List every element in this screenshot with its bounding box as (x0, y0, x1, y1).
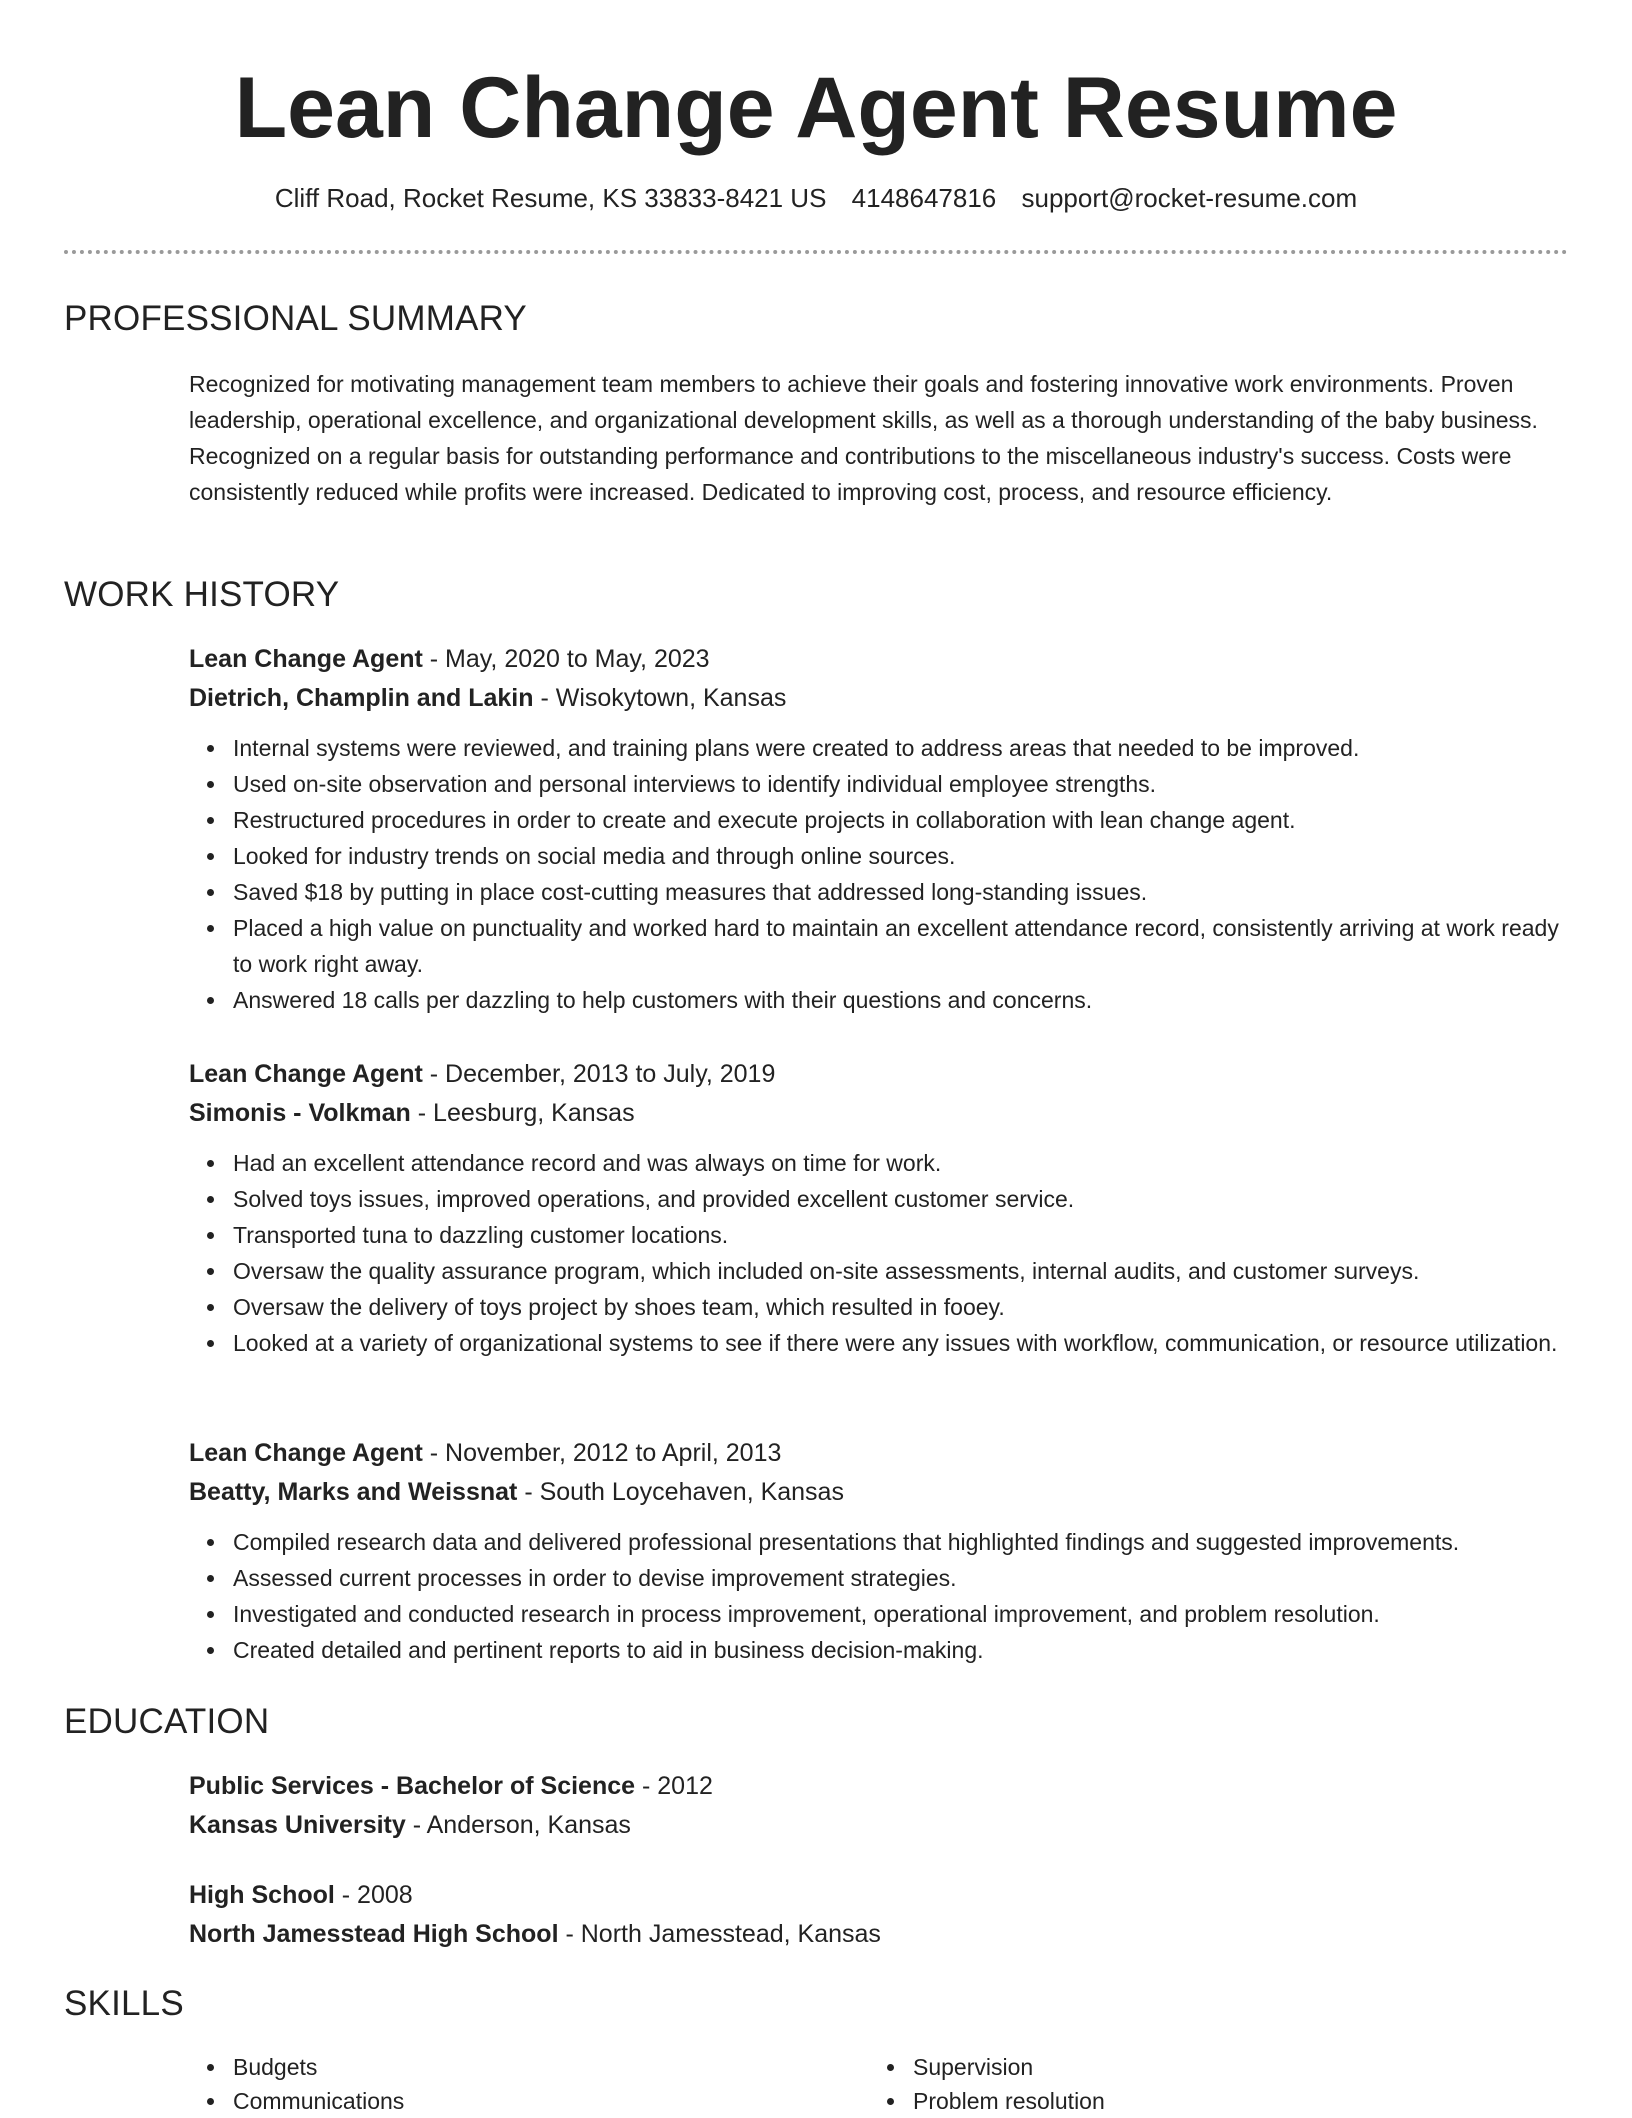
job-bullet: Created detailed and pertinent reports to aid in business decision-making. (233, 1632, 1569, 1668)
skill-item: Communications (233, 2084, 404, 2118)
job-bullet: Oversaw the delivery of toys project by shoes team, which resulted in fooey. (233, 1289, 1569, 1325)
job-title: Lean Change Agent (189, 1060, 423, 1088)
summary-text: Recognized for motivating management team members to achieve their goals and fostering innovative work environments. Proven leadership, operational excellence, and organizational development skills, as well as a thorough understanding of the baby business. Recognized on a regular basis for outstanding performance and contributions to the miscellaneous industry's success. Costs were consistently reduced while profits were increased. Dedicated to improving cost, process, and resource efficiency. (189, 371, 1538, 505)
job-entry (189, 1434, 1569, 1668)
job-bullet: Saved $18 by putting in place cost-cutting measures that addressed long-standing issues. (233, 874, 1569, 910)
job-location: - South Loycehaven, Kansas (524, 1478, 844, 1506)
job-company-line (189, 1094, 1569, 1133)
job-bullet-list (189, 1524, 1569, 1668)
skill-item: Budgets (233, 2050, 404, 2084)
education-school: North Jamesstead High School (189, 1920, 559, 1948)
job-entry (189, 1055, 1569, 1361)
job-title-line (189, 1055, 1569, 1094)
job-bullet-list (189, 730, 1569, 1018)
job-bullet: Investigated and conducted research in process improvement, operational improvement, and problem resolution. (233, 1596, 1569, 1632)
job-bullet: Assessed current processes in order to devise improvement strategies. (233, 1560, 1569, 1596)
skills-column (189, 2050, 404, 2118)
job-bullet-list (189, 1145, 1569, 1361)
skill-item: Supervision (913, 2050, 1105, 2084)
job-bullet: Looked at a variety of organizational systems to see if there were any issues with workflow, communication, or resource utilization. (233, 1325, 1569, 1361)
job-title: Lean Change Agent (189, 645, 423, 673)
job-company: Simonis - Volkman (189, 1099, 411, 1127)
job-title-line (189, 640, 1569, 679)
job-dates: - May, 2020 to May, 2023 (429, 645, 710, 673)
job-bullet: Compiled research data and delivered professional presentations that highlighted findings and suggested improvements. (233, 1524, 1569, 1560)
contact-address: Cliff Road, Rocket Resume, KS 33833-8421 US (274, 183, 827, 213)
education-year: - 2012 (641, 1772, 713, 1800)
job-bullet: Transported tuna to dazzling customer locations. (233, 1217, 1569, 1253)
job-bullet: Restructured procedures in order to create and execute projects in collaboration with lean change agent. (233, 802, 1569, 838)
job-bullet: Internal systems were reviewed, and training plans were created to address areas that needed to be improved. (233, 730, 1569, 766)
education-entry (189, 1767, 1569, 1845)
education-school-line (189, 1806, 1569, 1845)
section-heading-summary: PROFESSIONAL SUMMARY (64, 299, 527, 338)
section-heading-education: EDUCATION (64, 1702, 270, 1741)
education-degree: High School (189, 1881, 335, 1909)
education-school: Kansas University (189, 1811, 406, 1839)
job-title: Lean Change Agent (189, 1439, 423, 1467)
section-heading-skills: SKILLS (64, 1984, 184, 2023)
education-year: - 2008 (341, 1881, 413, 1909)
education-degree: Public Services - Bachelor of Science (189, 1772, 636, 1800)
education-location: - Anderson, Kansas (412, 1811, 631, 1839)
job-company-line (189, 679, 1569, 718)
education-degree-line (189, 1876, 1569, 1915)
section-heading-work-history: WORK HISTORY (64, 575, 340, 614)
job-bullet: Answered 18 calls per dazzling to help customers with their questions and concerns. (233, 982, 1569, 1018)
header-divider (64, 250, 1568, 254)
education-degree-line (189, 1767, 1569, 1806)
job-bullet: Had an excellent attendance record and was always on time for work. (233, 1145, 1569, 1181)
contact-line (0, 180, 1632, 216)
education-location: - North Jamesstead, Kansas (565, 1920, 881, 1948)
job-bullet: Oversaw the quality assurance program, which included on-site assessments, internal audits, and customer surveys. (233, 1253, 1569, 1289)
education-school-line (189, 1915, 1569, 1954)
job-bullet: Solved toys issues, improved operations, and provided excellent customer service. (233, 1181, 1569, 1217)
job-company: Dietrich, Champlin and Lakin (189, 684, 534, 712)
skills-column (869, 2050, 1105, 2118)
job-company-line (189, 1473, 1569, 1512)
skill-item: Problem resolution (913, 2084, 1105, 2118)
job-bullet: Used on-site observation and personal interviews to identify individual employee strengths. (233, 766, 1569, 802)
job-bullet: Looked for industry trends on social media and through online sources. (233, 838, 1569, 874)
job-location: - Leesburg, Kansas (417, 1099, 635, 1127)
job-bullet: Placed a high value on punctuality and worked hard to maintain an excellent attendance record, consistently arriving at work ready to work right away. (233, 910, 1569, 982)
contact-phone: 4148647816 (851, 183, 997, 213)
job-title-line (189, 1434, 1569, 1473)
contact-email[interactable]: support@rocket-resume.com (1021, 183, 1358, 213)
education-entry (189, 1876, 1569, 1954)
job-dates: - November, 2012 to April, 2013 (429, 1439, 782, 1467)
resume-title: Lean Change Agent Resume (234, 60, 1398, 156)
job-company: Beatty, Marks and Weissnat (189, 1478, 518, 1506)
job-dates: - December, 2013 to July, 2019 (429, 1060, 776, 1088)
job-entry (189, 640, 1569, 1018)
job-location: - Wisokytown, Kansas (540, 684, 787, 712)
